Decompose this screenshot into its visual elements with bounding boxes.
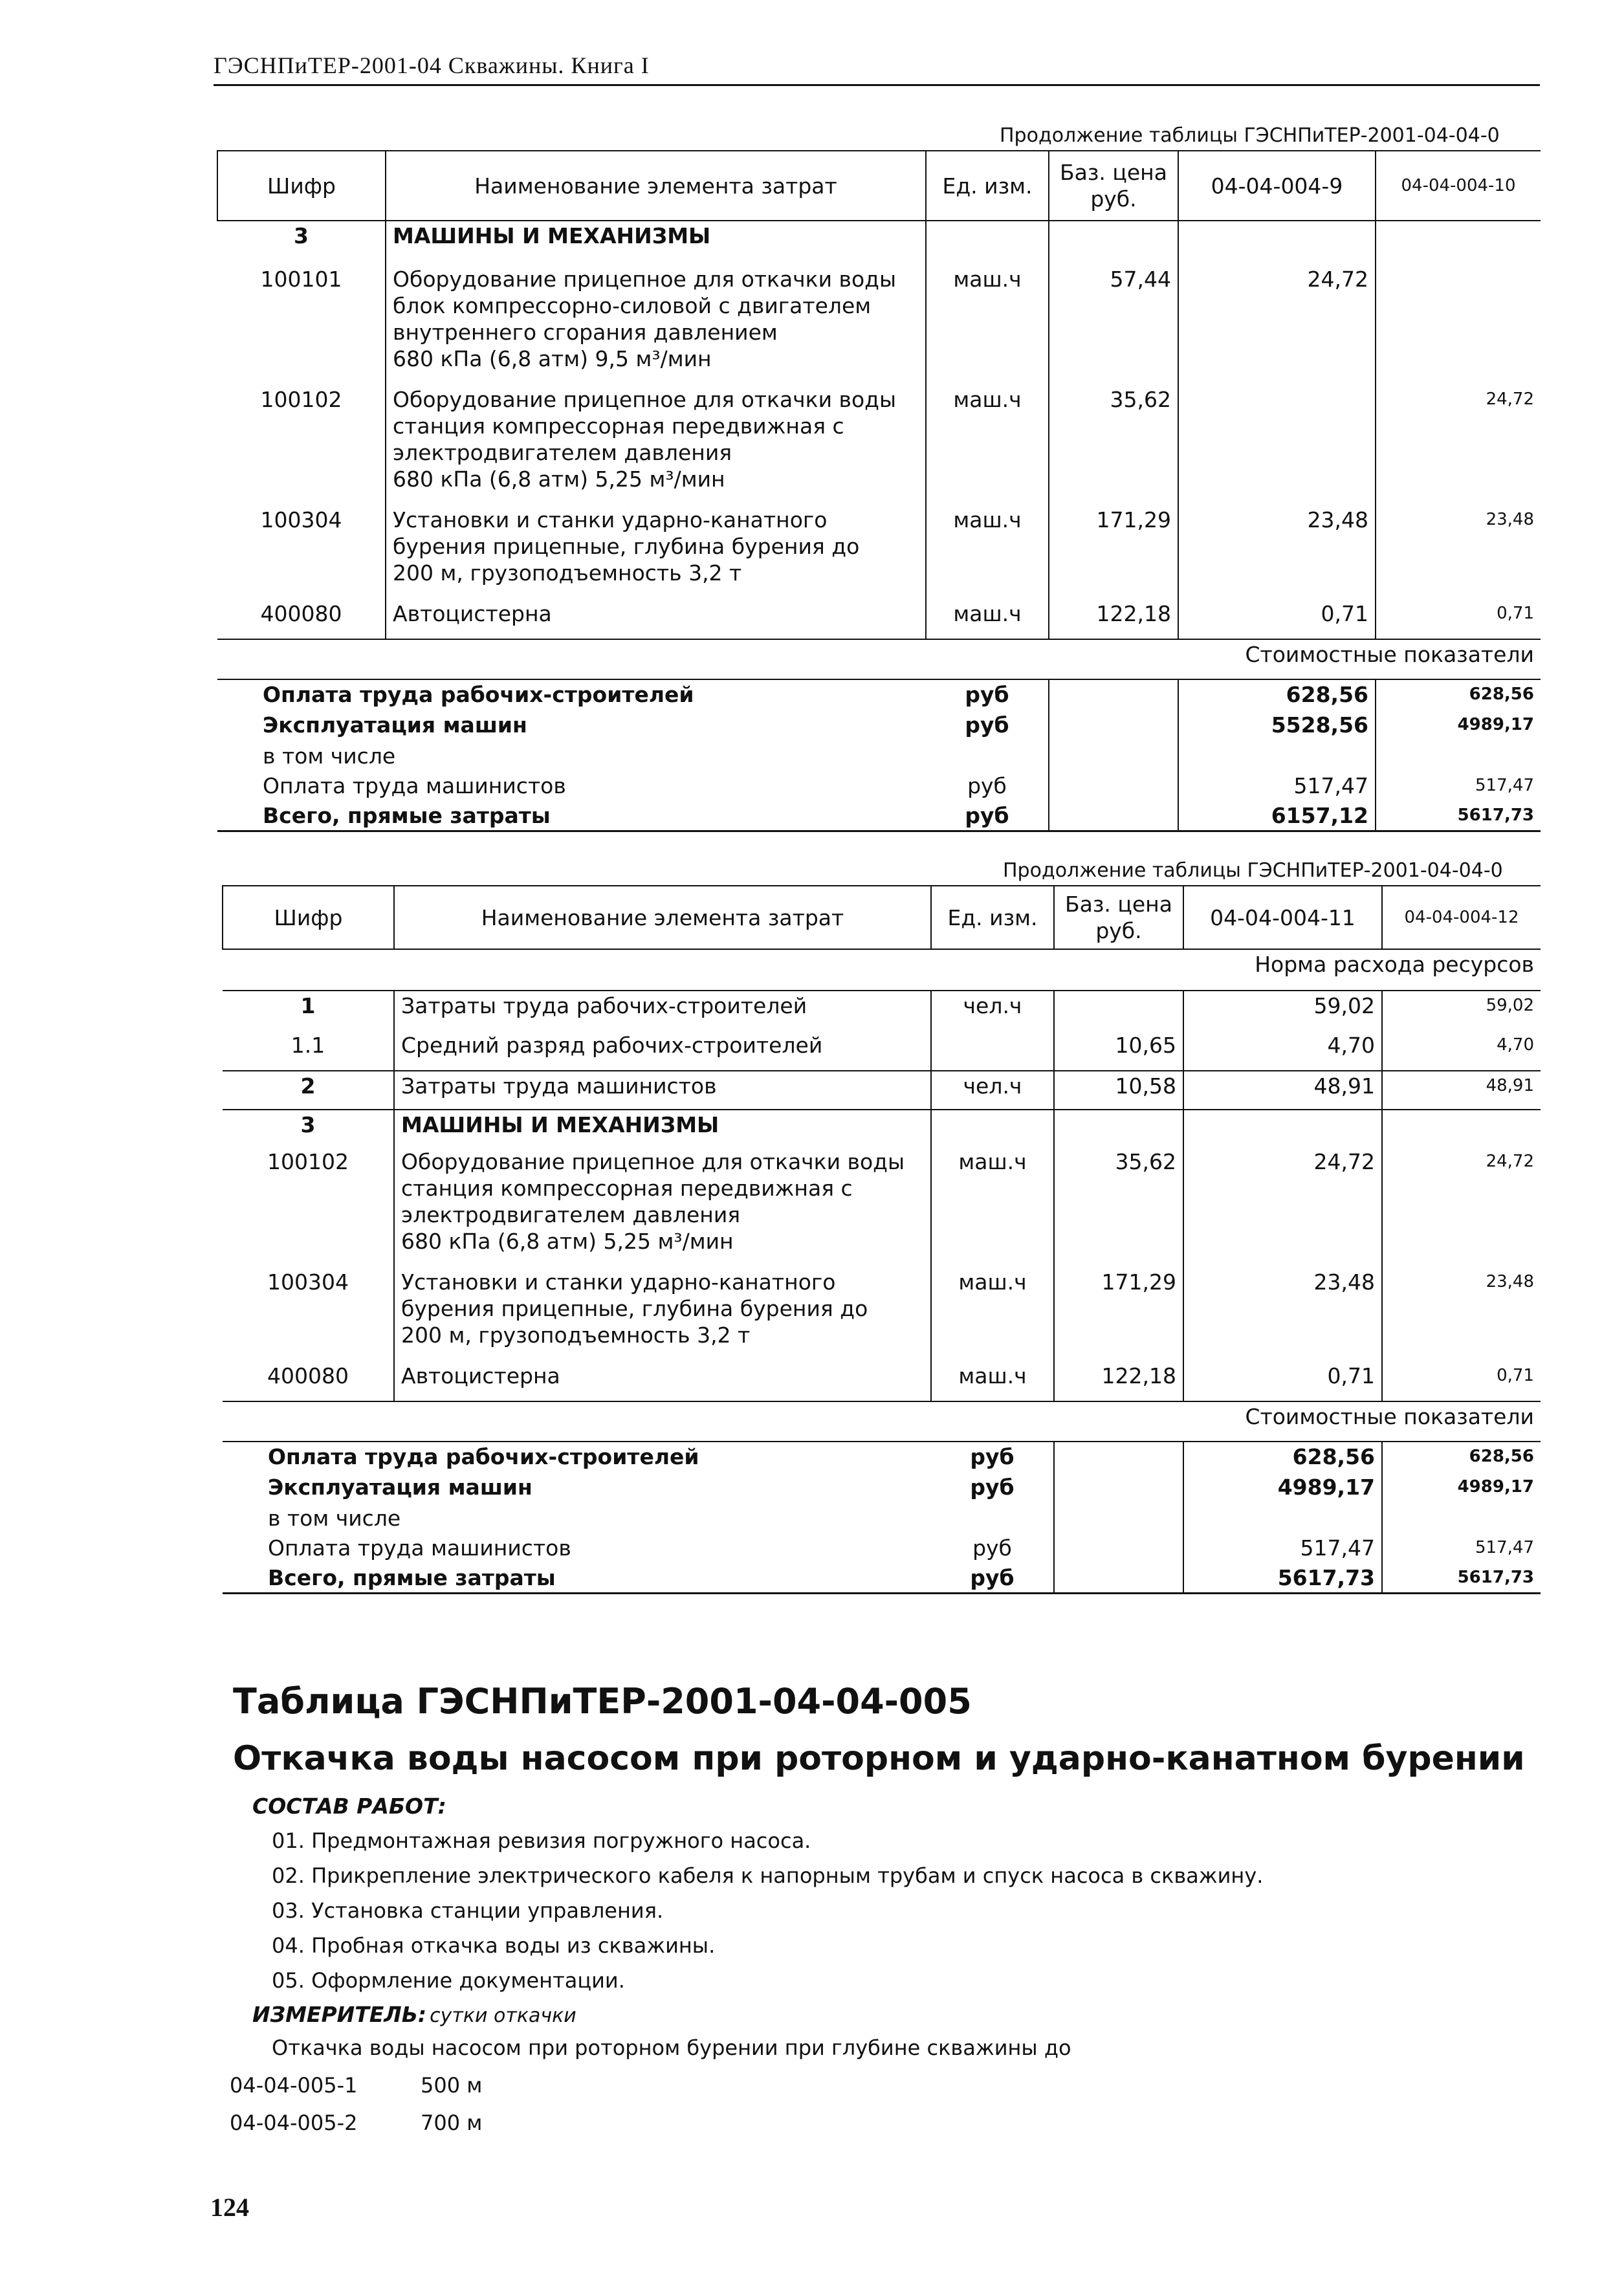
row-name: Автоцистерна bbox=[394, 1361, 931, 1401]
total-value-a: 5528,56 bbox=[1178, 710, 1376, 741]
row-code: 2 bbox=[223, 1071, 394, 1110]
total-unit: руб bbox=[931, 1473, 1054, 1504]
row-price: 35,62 bbox=[1049, 385, 1178, 505]
work-item: 02. Прикрепление электрического кабеля к напорным трубам и спуск насоса в скважину. bbox=[272, 1863, 1264, 1888]
page-number: 124 bbox=[210, 2193, 249, 2222]
row-unit: маш.ч bbox=[926, 265, 1049, 385]
total-value-b: 517,47 bbox=[1475, 1538, 1534, 1557]
table-row bbox=[223, 1361, 1541, 1401]
total-row bbox=[217, 771, 1541, 801]
th-name: Наименование элемента затрат bbox=[386, 151, 926, 221]
total-label: Оплата труда рабочих-строителей bbox=[268, 1444, 699, 1469]
row-price: 122,18 bbox=[1054, 1361, 1183, 1401]
table-subtitle: Откачка воды насосом при роторном и ударно-канатном бурении bbox=[233, 1739, 1525, 1778]
th-price: Баз. цена руб. bbox=[1049, 151, 1178, 221]
section-row bbox=[223, 1110, 1541, 1147]
row-price: 57,44 bbox=[1049, 265, 1178, 385]
total-value-b: 4989,17 bbox=[1457, 715, 1534, 734]
row-value-a: 23,48 bbox=[1183, 1267, 1382, 1361]
th-unit: Ед. изм. bbox=[931, 886, 1054, 949]
row-unit: чел.ч bbox=[931, 991, 1054, 1031]
table-row bbox=[223, 1071, 1541, 1110]
meter-label: ИЗМЕРИТЕЛЬ: bbox=[252, 2002, 427, 2027]
row-name: Установки и станки ударно-канатного бурения прицепные, глубина бурения до 200 м, грузоподъемность 3,2 т bbox=[386, 505, 926, 599]
row-price: 10,58 bbox=[1054, 1071, 1183, 1110]
total-row bbox=[223, 1563, 1541, 1594]
th-col-b: 04-04-004-10 bbox=[1376, 151, 1541, 221]
total-row bbox=[217, 679, 1541, 710]
table-row bbox=[223, 1267, 1541, 1361]
row-value-a bbox=[1178, 385, 1376, 505]
total-row bbox=[223, 1533, 1541, 1563]
item-code: 04-04-005-2 bbox=[230, 2111, 358, 2135]
row-unit: маш.ч bbox=[931, 1147, 1054, 1267]
total-label: Эксплуатация машин bbox=[268, 1475, 532, 1500]
row-unit: маш.ч bbox=[926, 505, 1049, 599]
total-label: Оплата труда машинистов bbox=[268, 1535, 571, 1561]
total-label: Всего, прямые затраты bbox=[217, 801, 926, 831]
section-code: 3 bbox=[217, 221, 386, 265]
row-code: 100101 bbox=[217, 265, 386, 385]
row-value-a: 4,70 bbox=[1183, 1031, 1382, 1071]
total-value-a: 517,47 bbox=[1178, 771, 1376, 801]
section-code: 3 bbox=[223, 1110, 394, 1147]
total-value-b: 5617,73 bbox=[1376, 801, 1541, 831]
total-value-a: 6157,12 bbox=[1178, 801, 1376, 831]
row-value-b: 0,71 bbox=[1497, 604, 1534, 623]
total-unit: руб bbox=[926, 801, 1049, 831]
row-name: Оборудование прицепное для откачки воды станция компрессорная передвижная с электродвигателем давления 680 кПа (6,8 атм) 5,25 м³/мин bbox=[386, 385, 926, 505]
total-value-a: 628,56 bbox=[1178, 679, 1376, 710]
row-code: 100304 bbox=[217, 505, 386, 599]
items-intro: Откачка воды насосом при роторном бурении при глубине скважины до bbox=[272, 2035, 1071, 2060]
row-code: 400080 bbox=[223, 1361, 394, 1401]
total-label: Эксплуатация машин bbox=[263, 712, 527, 738]
total-label: в том числе bbox=[268, 1506, 401, 1531]
works-label: СОСТАВ РАБОТ: bbox=[252, 1794, 446, 1819]
total-row bbox=[217, 710, 1541, 741]
table-row bbox=[217, 505, 1541, 599]
running-head: ГЭСНПиТЕР-2001-04 Скважины. Книга I bbox=[214, 52, 650, 78]
row-code: 1 bbox=[223, 991, 394, 1031]
row-value-b: 0,71 bbox=[1497, 1366, 1534, 1385]
row-name: Оборудование прицепное для откачки воды блок компрессорно-силовой с двигателем внутреннего сгорания давлением 680 кПа (6,8 атм) 9,5 м³/мин bbox=[386, 265, 926, 385]
table1 bbox=[217, 150, 1541, 832]
th-unit: Ед. изм. bbox=[926, 151, 1049, 221]
total-value-a: 4989,17 bbox=[1183, 1473, 1382, 1504]
row-value-a: 24,72 bbox=[1178, 265, 1376, 385]
table-title: Таблица ГЭСНПиТЕР-2001-04-04-005 bbox=[233, 1681, 972, 1722]
row-price bbox=[1054, 991, 1183, 1031]
row-name: Средний разряд рабочих-строителей bbox=[394, 1031, 931, 1071]
work-item: 01. Предмонтажная ревизия погружного насоса. bbox=[272, 1828, 811, 1853]
row-unit: маш.ч bbox=[926, 599, 1049, 639]
meter bbox=[252, 2002, 576, 2027]
row-value-a: 24,72 bbox=[1183, 1147, 1382, 1267]
table1-caption: Продолжение таблицы ГЭСНПиТЕР-2001-04-04-0 bbox=[1000, 124, 1500, 147]
table2-caption: Продолжение таблицы ГЭСНПиТЕР-2001-04-04-0 bbox=[1003, 859, 1503, 882]
total-row bbox=[223, 1473, 1541, 1504]
th-price: Баз. цена руб. bbox=[1054, 886, 1183, 949]
row-value-b: 4,70 bbox=[1497, 1035, 1534, 1055]
row-unit bbox=[931, 1031, 1054, 1071]
table2 bbox=[222, 885, 1541, 1594]
table-row bbox=[223, 1147, 1541, 1267]
row-code: 100304 bbox=[223, 1267, 394, 1361]
row-code: 100102 bbox=[223, 1147, 394, 1267]
item-code: 04-04-005-1 bbox=[230, 2073, 358, 2098]
section-row bbox=[217, 221, 1541, 265]
row-price: 35,62 bbox=[1054, 1147, 1183, 1267]
row-code: 1.1 bbox=[223, 1031, 394, 1071]
total-value-b: 517,47 bbox=[1475, 776, 1534, 795]
row-value-b: 59,02 bbox=[1486, 996, 1534, 1015]
table-row bbox=[223, 991, 1541, 1031]
norm-header: Норма расхода ресурсов bbox=[223, 949, 1541, 991]
row-name: Оборудование прицепное для откачки воды станция компрессорная передвижная с электродвигателем давления 680 кПа (6,8 атм) 5,25 м³/мин bbox=[394, 1147, 931, 1267]
total-value-a: 5617,73 bbox=[1183, 1563, 1382, 1594]
th-name: Наименование элемента затрат bbox=[394, 886, 931, 949]
header-rule bbox=[214, 84, 1540, 86]
row-value-b: 24,72 bbox=[1486, 389, 1534, 409]
total-label: Всего, прямые затраты bbox=[223, 1563, 931, 1594]
row-name: Установки и станки ударно-канатного бурения прицепные, глубина бурения до 200 м, грузоподъемность 3,2 т bbox=[394, 1267, 931, 1361]
row-unit: маш.ч bbox=[926, 385, 1049, 505]
row-name: Затраты труда рабочих-строителей bbox=[394, 991, 931, 1031]
item-value: 500 м bbox=[421, 2073, 483, 2098]
row-code: 100102 bbox=[217, 385, 386, 505]
table-row bbox=[223, 1031, 1541, 1071]
row-value-a: 23,48 bbox=[1178, 505, 1376, 599]
th-col-a: 04-04-004-11 bbox=[1183, 886, 1382, 949]
total-row bbox=[217, 801, 1541, 831]
row-unit: маш.ч bbox=[931, 1361, 1054, 1401]
total-row bbox=[217, 741, 1541, 771]
total-unit: руб bbox=[926, 679, 1049, 710]
row-value-b: 48,91 bbox=[1382, 1071, 1541, 1110]
total-unit: руб bbox=[931, 1563, 1054, 1594]
table-row bbox=[217, 265, 1541, 385]
total-unit: руб bbox=[926, 771, 1049, 801]
row-name: Затраты труда машинистов bbox=[394, 1071, 931, 1110]
total-value-b: 4989,17 bbox=[1457, 1477, 1534, 1497]
total-value-a: 517,47 bbox=[1183, 1533, 1382, 1563]
item-value: 700 м bbox=[421, 2111, 483, 2135]
row-value-a: 48,91 bbox=[1183, 1071, 1382, 1110]
row-value-b: 24,72 bbox=[1486, 1152, 1534, 1171]
total-value-a: 628,56 bbox=[1183, 1442, 1382, 1473]
total-label: в том числе bbox=[263, 743, 396, 769]
row-value-b bbox=[1376, 265, 1541, 385]
total-value-b: 628,56 bbox=[1469, 1447, 1534, 1466]
section-title: МАШИНЫ И МЕХАНИЗМЫ bbox=[386, 221, 926, 265]
work-item: 03. Установка станции управления. bbox=[272, 1898, 664, 1923]
th-col-a: 04-04-004-9 bbox=[1178, 151, 1376, 221]
cost-indicators-header: Стоимостные показатели bbox=[217, 639, 1541, 679]
row-name: Автоцистерна bbox=[386, 599, 926, 639]
table-row bbox=[217, 385, 1541, 505]
total-value-b: 5617,73 bbox=[1382, 1563, 1541, 1594]
section-title: МАШИНЫ И МЕХАНИЗМЫ bbox=[394, 1110, 931, 1147]
row-code: 400080 bbox=[217, 599, 386, 639]
work-item: 05. Оформление документации. bbox=[272, 1968, 625, 1993]
th-col-b: 04-04-004-12 bbox=[1382, 886, 1541, 949]
total-row bbox=[223, 1504, 1541, 1533]
total-unit: руб bbox=[931, 1533, 1054, 1563]
row-price: 171,29 bbox=[1054, 1267, 1183, 1361]
total-label: Оплата труда рабочих-строителей bbox=[263, 682, 694, 707]
row-price: 122,18 bbox=[1049, 599, 1178, 639]
row-value-a: 59,02 bbox=[1183, 991, 1382, 1031]
row-unit: чел.ч bbox=[931, 1071, 1054, 1110]
row-unit: маш.ч bbox=[931, 1267, 1054, 1361]
row-price: 171,29 bbox=[1049, 505, 1178, 599]
total-value-b: 628,56 bbox=[1469, 685, 1534, 704]
total-label: Оплата труда машинистов bbox=[263, 773, 566, 798]
cost-indicators-header: Стоимостные показатели bbox=[223, 1401, 1541, 1442]
work-item: 04. Пробная откачка воды из скважины. bbox=[272, 1933, 716, 1958]
th-code: Шифр bbox=[223, 886, 394, 949]
meter-value: сутки откачки bbox=[430, 2004, 576, 2027]
th-code: Шифр bbox=[217, 151, 386, 221]
total-unit: руб bbox=[931, 1442, 1054, 1473]
row-price: 10,65 bbox=[1054, 1031, 1183, 1071]
row-value-b: 23,48 bbox=[1486, 1272, 1534, 1291]
total-row bbox=[223, 1442, 1541, 1473]
row-value-a: 0,71 bbox=[1178, 599, 1376, 639]
row-value-b: 23,48 bbox=[1486, 510, 1534, 529]
table-row bbox=[217, 599, 1541, 639]
total-unit: руб bbox=[926, 710, 1049, 741]
row-value-a: 0,71 bbox=[1183, 1361, 1382, 1401]
